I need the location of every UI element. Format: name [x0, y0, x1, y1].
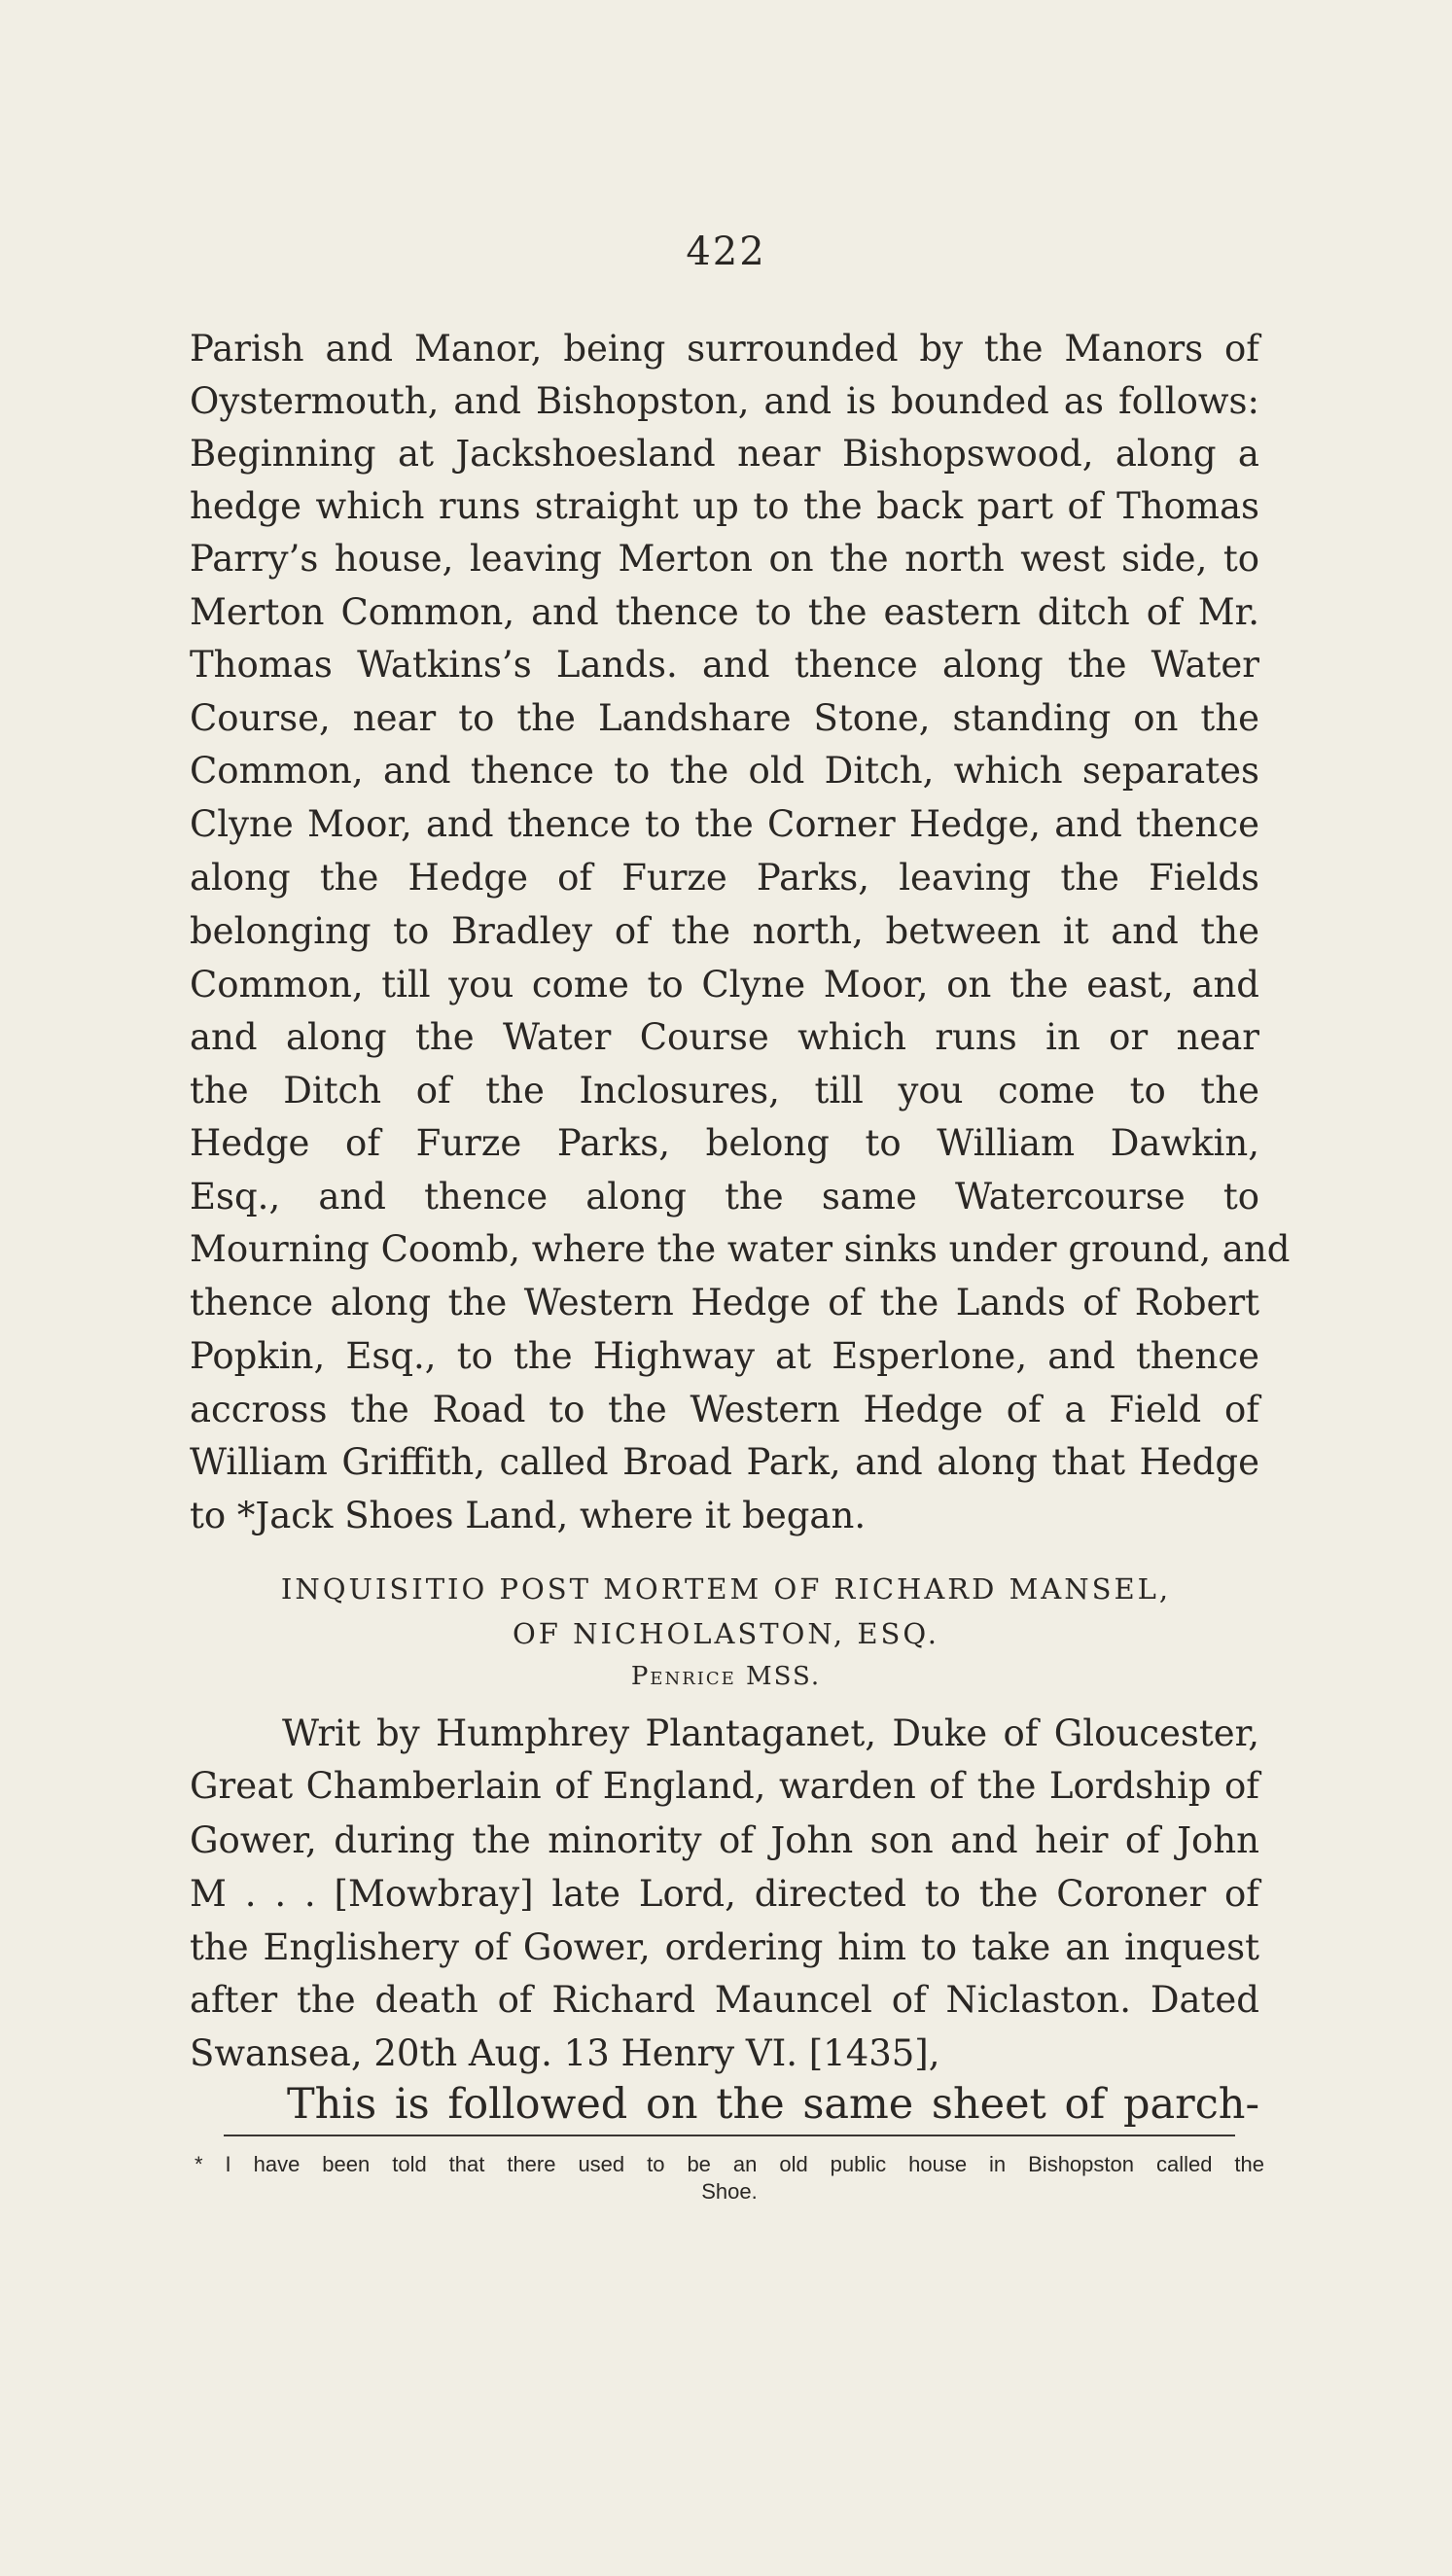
writ-line: after the death of Richard Mauncel of Niclaston. Dated	[190, 1979, 1259, 2021]
body-line: Merton Common, and thence to the eastern ditch of Mr.	[190, 591, 1259, 633]
body-line: Popkin, Esq., to the Highway at Esperlone, and thence	[190, 1335, 1259, 1377]
writ-line: Swansea, 20th Aug. 13 Henry VI. [1435],	[190, 2032, 940, 2074]
source-citation: Penrice MSS.	[630, 1662, 822, 1691]
body-line: Parish and Manor, being surrounded by the Manors of	[190, 328, 1259, 370]
body-line: William Griffith, called Broad Park, and along that Hedge	[190, 1441, 1259, 1483]
body-line: and along the Water Course which runs in or near	[190, 1016, 1259, 1058]
writ-line: Great Chamberlain of England, warden of the Lordship of	[190, 1765, 1259, 1807]
body-line: Beginning at Jackshoesland near Bishopswood, along a	[190, 433, 1259, 475]
body-line: Common, till you come to Clyne Moor, on the east, and	[190, 964, 1259, 1006]
footnote-rule	[224, 2135, 1235, 2136]
body-line: Course, near to the Landshare Stone, standing on the	[190, 697, 1259, 739]
body-line: thence along the Western Hedge of the Lands of Robert	[190, 1282, 1259, 1323]
footnote-line-1: * I have been told that there used to be an old public house in Bishopston called the	[195, 2152, 1264, 2176]
body-line: Clyne Moor, and thence to the Corner Hedge, and thence	[190, 803, 1259, 845]
body-line: accross the Road to the Western Hedge of a Field of	[190, 1389, 1259, 1430]
body-line: to *Jack Shoes Land, where it began.	[190, 1495, 867, 1536]
continuation-line: This is followed on the same sheet of parch-	[287, 2080, 1259, 2129]
body-line: Esq., and thence along the same Watercourse to	[190, 1176, 1259, 1217]
page-number: 422	[686, 229, 766, 274]
body-line: Mourning Coomb, where the water sinks under ground, and	[190, 1228, 1291, 1270]
body-line: the Ditch of the Inclosures, till you come to the	[190, 1070, 1259, 1112]
body-line: Hedge of Furze Parks, belong to William Dawkin,	[190, 1122, 1259, 1164]
body-line: Oystermouth, and Bishopston, and is bounded as follows:	[190, 380, 1259, 422]
heading-line-1: INQUISITIO POST MORTEM OF RICHARD MANSEL,	[280, 1572, 1172, 1606]
footnote-line-2: Shoe.	[701, 2179, 758, 2204]
heading-line-2: OF NICHOLASTON, ESQ.	[513, 1617, 939, 1650]
body-line: along the Hedge of Furze Parks, leaving the Fields	[190, 857, 1259, 899]
body-line: hedge which runs straight up to the back part of Thomas	[190, 485, 1259, 527]
writ-line: the Englishery of Gower, ordering him to take an inquest	[190, 1926, 1259, 1968]
body-line: Thomas Watkins’s Lands. and thence along the Water	[190, 644, 1259, 686]
writ-line: M . . . [Mowbray] late Lord, directed to the Coroner of	[190, 1873, 1259, 1915]
writ-line: Writ by Humphrey Plantaganet, Duke of Gloucester,	[282, 1712, 1259, 1754]
body-line: belonging to Bradley of the north, between it and the	[190, 910, 1259, 952]
body-line: Common, and thence to the old Ditch, which separates	[190, 750, 1259, 792]
writ-line: Gower, during the minority of John son and heir of John	[190, 1819, 1259, 1861]
body-line: Parry’s house, leaving Merton on the north west side, to	[190, 538, 1259, 580]
